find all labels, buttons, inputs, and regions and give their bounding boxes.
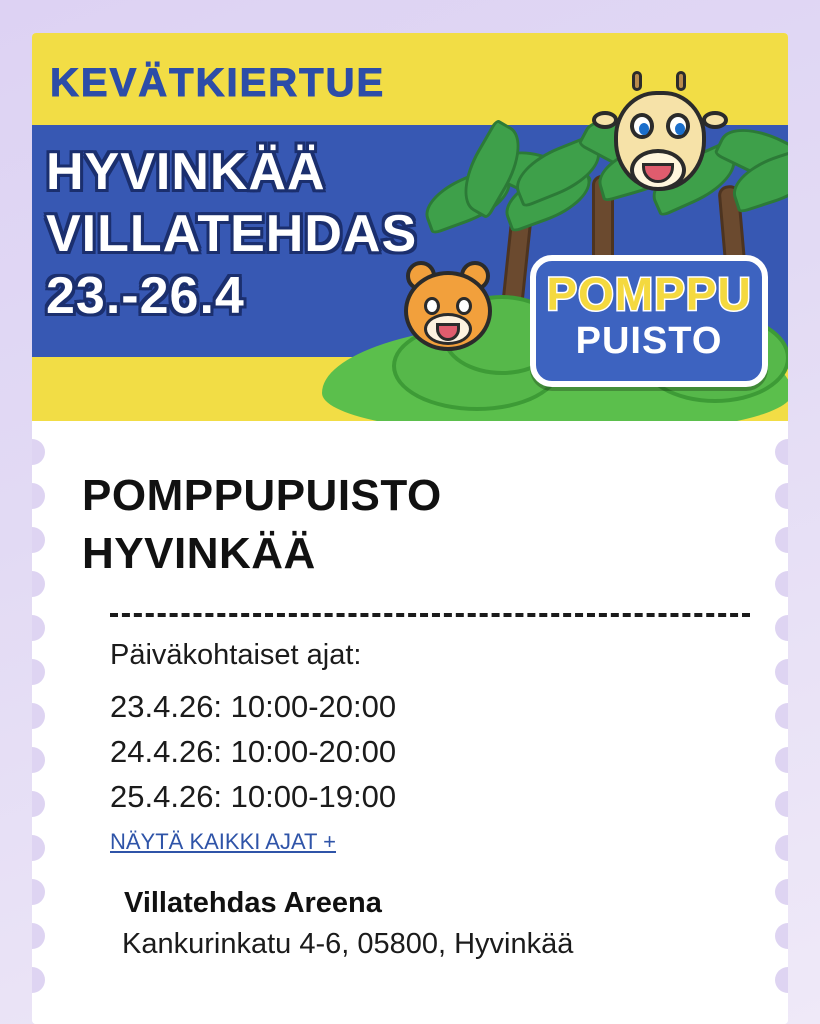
list-item: 23.4.26: 10:00-20:00 [110, 689, 397, 724]
tour-label: KEVÄTKIERTUE [50, 61, 386, 105]
ticket-perforation-left [32, 421, 58, 1024]
logo-word-bottom: PUISTO [575, 320, 723, 362]
show-all-times-link[interactable]: NÄYTÄ KAIKKI AJAT + [110, 829, 336, 854]
dashed-divider [110, 613, 750, 617]
hero-headline-line-2: VILLATEHDAS [46, 205, 418, 263]
list-item: 24.4.26: 10:00-20:00 [110, 734, 397, 769]
hero-headline-line-1: HYVINKÄÄ [46, 143, 326, 201]
hero-headline [46, 141, 417, 327]
hero-headline-line-3: 23.-26.4 [46, 267, 245, 325]
event-hero-banner [32, 33, 788, 421]
venue-address: Kankurinkatu 4-6, 05800, Hyvinkää [122, 928, 574, 960]
page-title-line-1: POMPPUPUISTO [82, 471, 442, 520]
ticket-perforation-right [762, 421, 788, 1024]
event-ticket-card [32, 33, 788, 1024]
logo-word-top: POMPPU [546, 268, 752, 320]
times-label: Päiväkohtaiset ajat: [110, 639, 362, 671]
page-title [82, 467, 734, 583]
ticket-body [32, 421, 788, 1024]
list-item: 25.4.26: 10:00-19:00 [110, 779, 397, 814]
venue-name: Villatehdas Areena [124, 887, 382, 919]
page-title-line-2: HYVINKÄÄ [82, 529, 316, 578]
times-list [82, 684, 734, 819]
pomppupuisto-logo [530, 255, 768, 387]
